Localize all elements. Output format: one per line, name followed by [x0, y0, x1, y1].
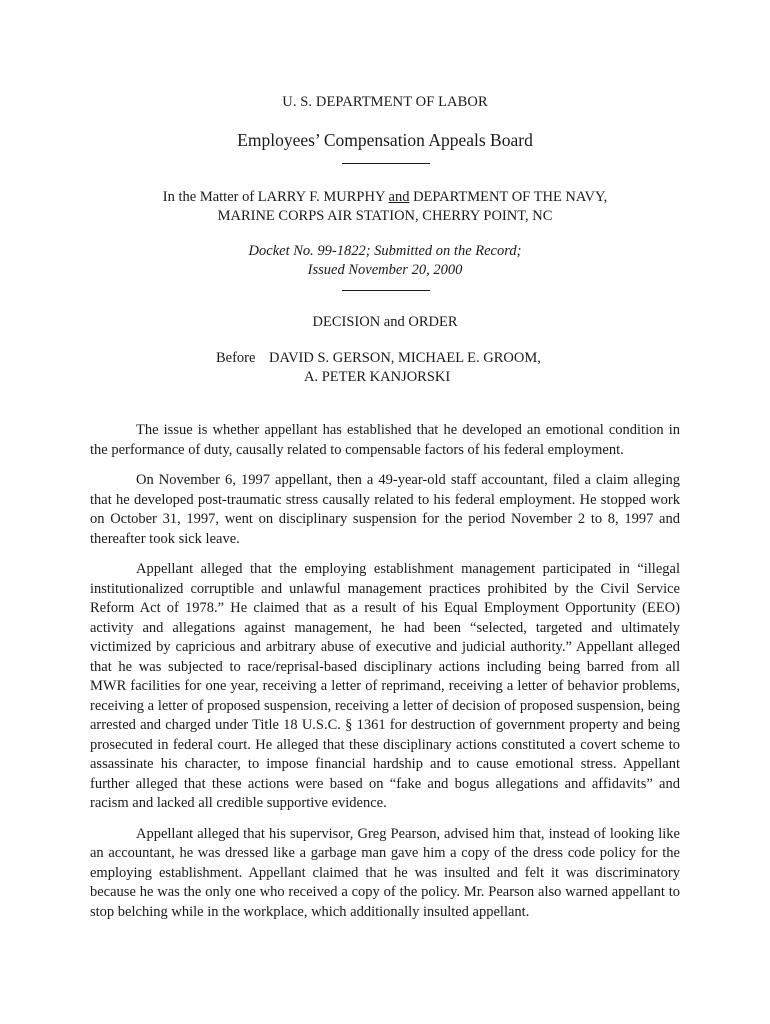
divider-top: [342, 163, 430, 164]
docket-line1: Docket No. 99-1822; Submitted on the Record;: [248, 243, 522, 259]
paragraph: The issue is whether appellant has established that he developed an emotional condition in the performance of duty, causally related to compensable factors of his federal employment.: [90, 422, 680, 458]
panel-line1: DAVID S. GERSON, MICHAEL E. GROOM,: [269, 350, 541, 366]
caption-line2: MARINE CORPS AIR STATION, CHERRY POINT, NC: [217, 208, 553, 224]
panel-line2: A. PETER KANJORSKI: [304, 369, 451, 385]
docket-info: [0, 242, 770, 280]
divider-bottom: [342, 290, 430, 291]
decision-title: DECISION and ORDER: [312, 314, 458, 330]
caption-prefix: In the Matter of LARRY F. MURPHY: [162, 189, 389, 205]
before-label: Before: [216, 350, 256, 366]
caption-suffix: DEPARTMENT OF THE NAVY,: [409, 189, 608, 205]
paragraph: On November 6, 1997 appellant, then a 49-year-old staff accountant, filed a claim alleging that he developed post-traumatic stress causally related to his federal employment. He stopped work on October 31, 1997, went on disciplinary suspension for the period November 2 to 8, 1997 and thereafter took sick leave.: [90, 472, 680, 547]
paragraph: Appellant alleged that his supervisor, Greg Pearson, advised him that, instead of looking like an accountant, he was dressed like a garbage man gave him a copy of the dress code policy for the employing establishment. Appellant claimed that he was insulted and felt it was discriminatory because he was the only one who received a copy of the policy. Mr. Pearson also warned appellant to stop belching while in the workplace, which additionally insulted appellant.: [90, 825, 680, 920]
docket-line2: Issued November 20, 2000: [307, 262, 463, 278]
board-title: Employees’ Compensation Appeals Board: [237, 130, 533, 150]
opinion-body: [90, 421, 680, 933]
caption-and: and: [388, 189, 410, 205]
case-caption: [0, 188, 770, 226]
paragraph: Appellant alleged that the employing establishment management participated in “illegal institutionalized corruptible and unlawful management practices prohibited by the Civil Service Reform Act of 1978.” He claimed that as a result of his Equal Employment Opportunity (EEO) activity and allegations against management, he had been “selected, targeted and ultimately victimized by capricious and arbitrary abuse of executive and judicial authority.” Appellant alleged that he was subjected to race/reprisal-based disciplinary actions including being barred from all MWR facilities for one year, receiving a letter of reprimand, receiving a letter of behavior problems, receiving a letter of proposed suspension, receiving a letter of decision of proposed suspension, being arrested and charged under Title 18 U.S.C. § 1361 for destruction of government property and being prosecuted in federal court. He alleged that these disciplinary actions constituted a covert scheme to assassinate his character, to impose financial hardship and to cause emotional stress. Appellant further alleged that these actions were based on “fake and bogus allegations and affidavits” and racism and lacked all credible supportive evidence.: [90, 561, 680, 811]
department-heading: U. S. DEPARTMENT OF LABOR: [282, 94, 488, 110]
